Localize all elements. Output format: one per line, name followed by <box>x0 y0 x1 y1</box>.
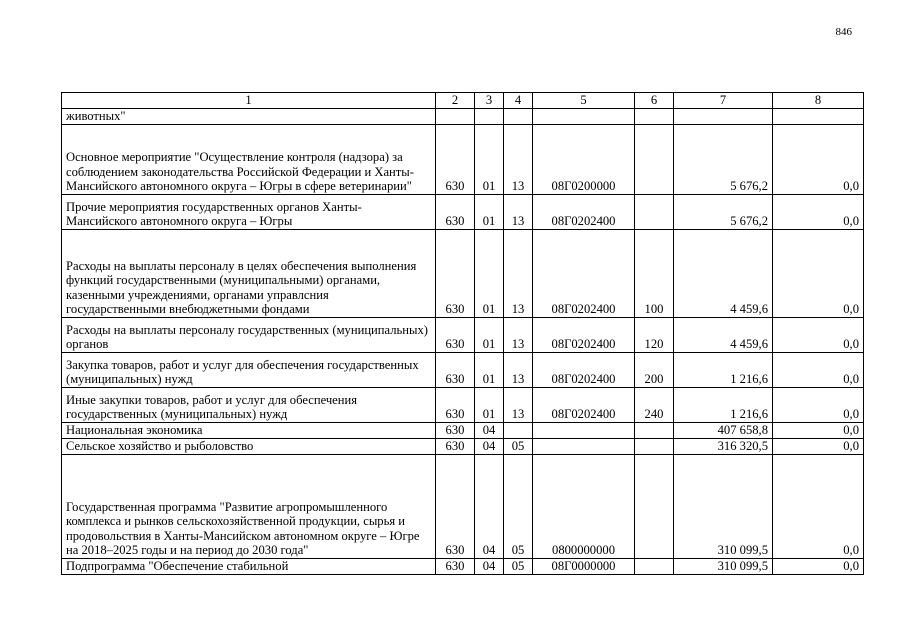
row-admin-code: 630 <box>436 387 475 422</box>
row-amount-2 <box>773 109 864 125</box>
table-row <box>62 109 864 125</box>
table-row <box>62 352 864 387</box>
row-target-item: 08Г0202400 <box>533 352 635 387</box>
row-target-item <box>533 109 635 125</box>
row-expense-type: 200 <box>635 352 674 387</box>
table-row <box>62 422 864 438</box>
row-section: 04 <box>475 558 504 574</box>
row-admin-code: 630 <box>436 558 475 574</box>
row-expense-type <box>635 454 674 558</box>
row-name: Закупка товаров, работ и услуг для обеспечения государственных (муниципальных) нужд <box>62 352 436 387</box>
row-admin-code <box>436 109 475 125</box>
row-amount: 5 676,2 <box>674 194 773 229</box>
row-expense-type <box>635 438 674 454</box>
row-name: Основное мероприятие "Осуществление контроля (надзора) за соблюдением законодательства Российской Федерации и Ханты-Мансийского автономного округа – Югры в сфере ветеринарии" <box>62 124 436 194</box>
row-expense-type <box>635 558 674 574</box>
row-amount-2: 0,0 <box>773 454 864 558</box>
row-subsection: 13 <box>504 229 533 317</box>
row-subsection: 13 <box>504 194 533 229</box>
row-section: 01 <box>475 124 504 194</box>
column-header-5: 5 <box>533 93 635 109</box>
row-admin-code: 630 <box>436 124 475 194</box>
row-name: Сельское хозяйство и рыболовство <box>62 438 436 454</box>
row-amount: 310 099,5 <box>674 558 773 574</box>
row-amount <box>674 109 773 125</box>
row-target-item: 08Г0202400 <box>533 387 635 422</box>
table-row <box>62 229 864 317</box>
table-header-row <box>62 93 864 109</box>
table-body <box>62 109 864 575</box>
row-section: 01 <box>475 387 504 422</box>
row-amount-2: 0,0 <box>773 194 864 229</box>
row-amount-2: 0,0 <box>773 387 864 422</box>
row-amount: 316 320,5 <box>674 438 773 454</box>
row-amount-2: 0,0 <box>773 229 864 317</box>
row-expense-type: 120 <box>635 317 674 352</box>
table-row <box>62 194 864 229</box>
row-amount-2: 0,0 <box>773 124 864 194</box>
row-subsection: 13 <box>504 124 533 194</box>
row-target-item <box>533 422 635 438</box>
row-target-item <box>533 438 635 454</box>
row-admin-code: 630 <box>436 438 475 454</box>
row-amount: 1 216,6 <box>674 387 773 422</box>
row-expense-type: 240 <box>635 387 674 422</box>
row-section <box>475 109 504 125</box>
row-name: Расходы на выплаты персоналу в целях обеспечения выполнения функций государственными (муниципальными) органами, казенными учреждениями, органами управлсния государственными внебюджетными фондами <box>62 229 436 317</box>
row-section: 01 <box>475 317 504 352</box>
row-section: 04 <box>475 422 504 438</box>
column-header-2: 2 <box>436 93 475 109</box>
row-expense-type: 100 <box>635 229 674 317</box>
table-row <box>62 558 864 574</box>
row-section: 01 <box>475 229 504 317</box>
table-row <box>62 124 864 194</box>
row-name: Иные закупки товаров, работ и услуг для обеспечения государственных (муниципальных) нужд <box>62 387 436 422</box>
row-subsection: 05 <box>504 438 533 454</box>
column-header-8: 8 <box>773 93 864 109</box>
row-target-item: 0800000000 <box>533 454 635 558</box>
column-header-7: 7 <box>674 93 773 109</box>
row-expense-type <box>635 109 674 125</box>
row-target-item: 08Г0202400 <box>533 229 635 317</box>
row-amount: 1 216,6 <box>674 352 773 387</box>
row-target-item: 08Г0200000 <box>533 124 635 194</box>
row-admin-code: 630 <box>436 317 475 352</box>
row-name: Национальная экономика <box>62 422 436 438</box>
row-subsection: 13 <box>504 317 533 352</box>
row-amount-2: 0,0 <box>773 352 864 387</box>
row-expense-type <box>635 194 674 229</box>
table-row <box>62 387 864 422</box>
row-amount: 407 658,8 <box>674 422 773 438</box>
budget-table <box>61 92 864 575</box>
row-amount-2: 0,0 <box>773 438 864 454</box>
column-header-1: 1 <box>62 93 436 109</box>
row-admin-code: 630 <box>436 454 475 558</box>
row-section: 04 <box>475 454 504 558</box>
row-name: животных" <box>62 109 436 125</box>
row-name: Расходы на выплаты персоналу государственных (муниципальных) органов <box>62 317 436 352</box>
row-amount: 4 459,6 <box>674 229 773 317</box>
row-name: Прочие мероприятия государственных органов Ханты-Мансийского автономного округа – Югры <box>62 194 436 229</box>
row-target-item: 08Г0202400 <box>533 194 635 229</box>
row-admin-code: 630 <box>436 194 475 229</box>
column-header-3: 3 <box>475 93 504 109</box>
row-subsection: 05 <box>504 558 533 574</box>
row-section: 01 <box>475 352 504 387</box>
page-number: 846 <box>835 26 852 38</box>
row-section: 01 <box>475 194 504 229</box>
row-target-item: 08Г0000000 <box>533 558 635 574</box>
row-amount-2: 0,0 <box>773 422 864 438</box>
row-subsection: 05 <box>504 454 533 558</box>
row-amount: 310 099,5 <box>674 454 773 558</box>
row-name: Государственная программа "Развитие агропромышленного комплекса и рынков сельскохозяйственной продукции, сырья и продовольствия в Ханты-Мансийском автономном округе – Югре на 2018–2025 годы и на период до 2030 года" <box>62 454 436 558</box>
row-subsection <box>504 422 533 438</box>
row-admin-code: 630 <box>436 352 475 387</box>
table-row <box>62 454 864 558</box>
row-amount-2: 0,0 <box>773 317 864 352</box>
row-amount-2: 0,0 <box>773 558 864 574</box>
row-target-item: 08Г0202400 <box>533 317 635 352</box>
row-expense-type <box>635 124 674 194</box>
row-expense-type <box>635 422 674 438</box>
row-subsection <box>504 109 533 125</box>
table-row <box>62 438 864 454</box>
row-section: 04 <box>475 438 504 454</box>
row-amount: 4 459,6 <box>674 317 773 352</box>
row-admin-code: 630 <box>436 229 475 317</box>
column-header-6: 6 <box>635 93 674 109</box>
row-name: Подпрограмма "Обеспечение стабильной <box>62 558 436 574</box>
table-row <box>62 317 864 352</box>
row-amount: 5 676,2 <box>674 124 773 194</box>
row-subsection: 13 <box>504 387 533 422</box>
row-subsection: 13 <box>504 352 533 387</box>
row-admin-code: 630 <box>436 422 475 438</box>
column-header-4: 4 <box>504 93 533 109</box>
